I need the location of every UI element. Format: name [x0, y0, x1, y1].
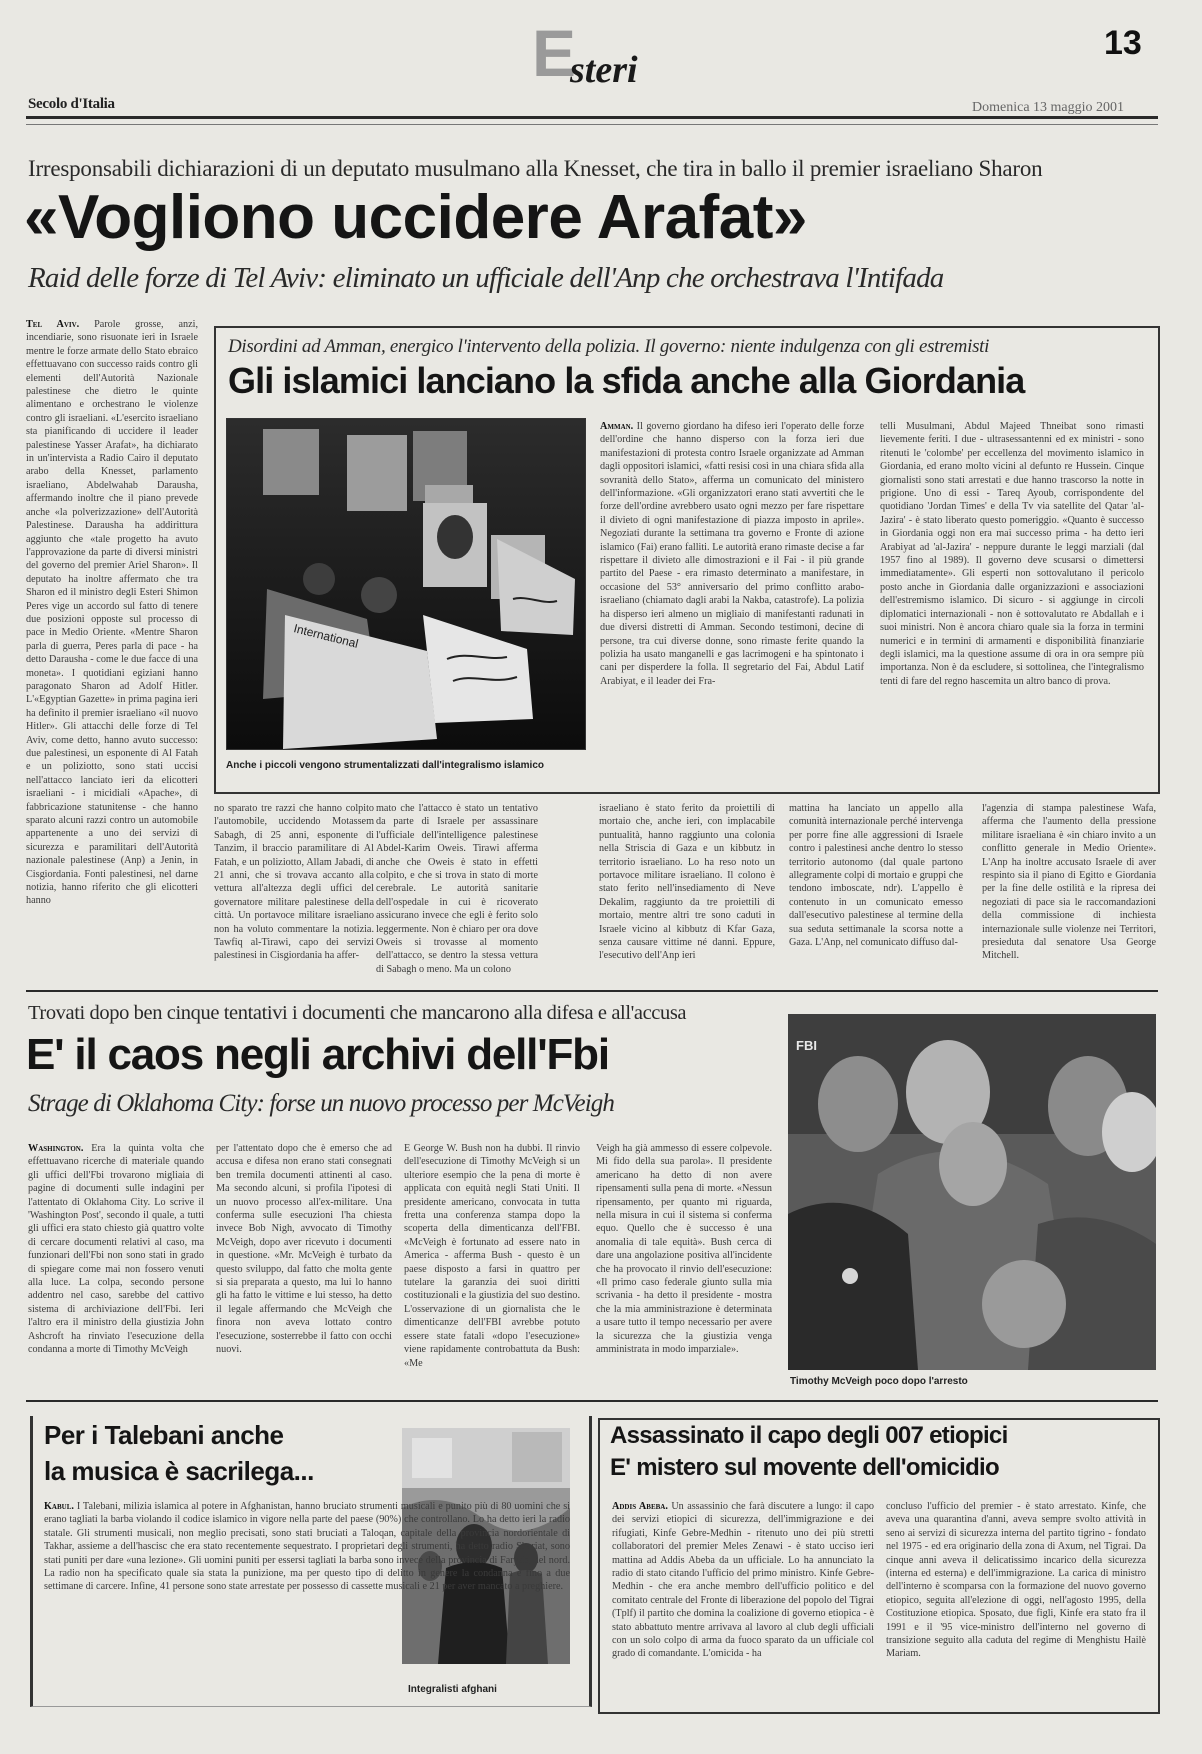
section-rest: steri — [570, 49, 638, 91]
ethiopia-column-1-text: Un assassinio che farà discutere a lungo: il capo dei servizi etiopici di sicurezza, dell'immigrazione e dei rifugiati, Kinfe Gebre-Medhin - ritenuto uno dei più stretti collaboratori del premier Meles Zenawi - è stato ucciso ieri mattina ad Addis Abeba da un ufficiale. Lo ha annunciato la radio di stato citando l'ufficio del primo ministro. Kinfe Gebre-Medhin - che era anche membro dell'ufficio politico e del comitato centrale del Fronte di liberazione del popolo del Tigrai (Tplf) il partito che domina la coalizione di governo etiopica - è stato abbattuto mentre arrivava al lavoro al club degli ufficiali con un solo colpo di arma da fuoco sparato da un ufficiale col grado di comandante. L'omicida - ha — [612, 1501, 874, 1660]
lead-headline: «Vogliono uccidere Arafat» — [24, 183, 807, 252]
ethiopia-headline-line-1: Assassinato il capo degli 007 etiopici — [610, 1422, 1008, 1449]
fbi-dateline: Washington. — [28, 1143, 84, 1154]
lead-left-text: Parole grosse, anzi, incendiarie, sono risuonate ieri in Israele mentre le forze armate dello Stato ebraico effettuavano con successo raids contro gli elementi dell'Autorità Nazionale palestinese che dietro le quinte alimentano e orchestrano le violenze contro gli israeliani. «L'esercito israeliano sta pianificando di uccidere il leader palestinese Yasser Arafat», ha dichiarato in un'intervista a Radio Cairo il deputato arabo della Knesset, parlamento israeliano, Abdelwahab Darausha, affermando inoltre che il piano prevede anche «la polverizzazione» dell'Autorità Palestinese. Darausha ha addirittura aggiunto che «tale progetto ha avuto l'approvazione da parte di diversi ministri del governo del premier Ariel Sharon». Il deputato ha inoltre affermato che tra Sharon ed il ministro degli Esteri Shimon Peres vige un accordo sul fatto di tenere due posizioni opposte sul processo di pace in Medio Oriente. «Mentre Sharon parla di guerra, Peres parla di pace - ha detto Darausha - come le due facce di una moneta». I quotidiani egiziani hanno paragonato Sharon ad Adolf Hitler. L'«Egyptian Gazette» in prima pagina ieri ha definito il premier israeliano «il nuovo Hitler». Gli attacchi delle forze di Tel Aviv, come detto, hanno avuto successo: due palestinesi, un esponente di Al Fatah e un poliziotto, sono stati uccisi nell'attacco lanciato ieri da elicotteri israeliani - i micidiali «Apache», di fabbricazione statunitense - che hanno sparato alcuni razzi contro un automobile appartenente a uno dei servizi di sicurezza e paramilitari dell'Autorità nazionale palestinese (Anp) a Jenin, in Cisgiordania. Fonti palestinesi, nel darne notizia, hanno riferito che gli elicotteri hanno — [26, 319, 198, 907]
section-initial: E — [532, 16, 577, 90]
taliban-body — [44, 1500, 570, 1700]
lead-subhead: Raid delle forze di Tel Aviv: eliminato un ufficiale dell'Anp che orchestrava l'Intifada — [28, 262, 944, 294]
fbi-headline: E' il caos negli archivi dell'Fbi — [26, 1030, 609, 1079]
fbi-subhead: Strage di Oklahoma City: forse un nuovo processo per McVeigh — [28, 1090, 614, 1117]
fbi-photo-caption: Timothy McVeigh poco dopo l'arresto — [790, 1376, 968, 1387]
ethiopia-column-1 — [612, 1500, 874, 1702]
jordan-photo-caption: Anche i piccoli vengono strumentalizzati dall'integralismo islamico — [226, 760, 545, 771]
taliban-headline-line-2: la musica è sacrilega... — [44, 1456, 314, 1486]
fbi-kicker: Trovati dopo ben cinque tentativi i documenti che mancarono alla difesa e all'accusa — [28, 1002, 687, 1024]
fbi-column-3: E George W. Bush non ha dubbi. Il rinvio dell'esecuzione di Timothy McVeigh si un ulteriore esempio che la pena di morte è applicata con equità negli Stati Uniti. Il presidente americano, convocata in tutta fretta una conferenza stampa dopo la scoperta della dimenticanza dell'FBI. «McVeigh è fortunato ad essere nato in America - afferma Bush - questo è un paese disposto a farsi in quattro per tutelare la garanzia dei suoi diritti costituzionali e la giustizia del suo destino. L'osservazione di un giornalista che le dimenticanze dell'FBI avrebbe potuto essere state fatali «dopo l'esecuzione» viene rapidamente controbattuta da Bush: «Me — [404, 1143, 580, 1369]
taliban-photo-caption: Integralisti afghani — [408, 1684, 497, 1695]
jordan-kicker: Disordini ad Amman, energico l'intervento della polizia. Il governo: niente indulgenza con gli estremisti — [228, 336, 990, 357]
lead-column-2: no sparato tre razzi che hanno colpito l'automobile, uccidendo Motassem Sabagh, di 25 anni, esponente di Tanzim, il braccio paramilitare di Al Fatah, e un poliziotto, Allam Jabadi, di 21 anni, che si trovava accanto alla vettura all'altezza degli uffici del governatore militare palestinese della città. Un portavoce militare israeliano non ha voluto commentare la notizia. Tawfiq al-Tirawi, capo dei servizi palestinesi in Cisgiordania ha affer- — [214, 803, 374, 962]
page-number: 13 — [1104, 24, 1142, 62]
newspaper-name: Secolo d'Italia — [28, 96, 115, 112]
section-divider-2 — [26, 1400, 1158, 1402]
jordan-column-2: telli Musulmani, Abdul Majeed Thneibat sono rimasti lievemente feriti. I due - ultrasessantenni ed ex ministri - sono ritenuti le 'colombe' per eccellenza del movimento islamico in Giordania, ed erano molto vicini al defunto re Hussein. Cinque giornalisti sono stati arrestati e due hanno trascorso la notte in prigione. Uno di essi - Tareq Ayoub, corrispondente del quotidiano 'Jordan Times' e della Tv via satellite del Qatar 'al-Jazira' - è stato liberato questo pomeriggio. «Quanto è successo in Giordania oggi non era mai successo prima - ha detto ieri Arabiyat ad 'al-Jazira' - neppure durante le leggi marziali (dal 1957 fino al 1989). Il governo deve scusarsi o dimettersi immediatamente». Gli esperti non sottovalutano il pericolo posto anche in Giordania dalle organizzazioni e associazioni dell'estremismo islamico. Di sicuro - si aggiunge in circoli diplomatici internazionali - non è sottovalutato re Abdallah e i suoi ministri. Non è ancora chiaro quale sia la forza in termini numerici e in termini di armamenti e disponibilità finanziarie degli islamici, ma la questione assume di ora in ora sempre più importanza. Non è da escludere, si sottolinea, che l'integralismo tenti di fare del regno hascemita un altro banco di prova. — [880, 421, 1144, 687]
arrest-photo-image — [788, 1014, 1156, 1370]
jordan-dateline: Amman. — [600, 421, 634, 432]
fbi-photo — [788, 1014, 1156, 1370]
lead-dateline: Tel Aviv. — [26, 319, 80, 330]
taliban-dateline: Kabul. — [44, 1501, 74, 1512]
issue-date: Domenica 13 maggio 2001 — [972, 100, 1125, 115]
section-divider-1 — [26, 990, 1158, 992]
section-title — [532, 18, 692, 98]
fbi-column-2: per l'attentato dopo che è emerso che ad accusa e difesa non erano stati consegnati ben tremila documenti attinenti al caso. Ma secondo alcuni, si profila l'ipotesi di un nuovo processo all'ex-militare. Una conferma sulle esecuzioni l'ha chiesta invece Bob Nigh, avvocato di Timothy McVeigh, dopo aver ricevuto i documenti in questione. «Mr. McVeigh è turbato da questo sviluppo, dal fatto che molta gente si sia preparata a questo, ma lui lo hanno gli ha fatto le vittime e lui stesso, ha detto il legale affermando che McVeigh che finora non aveva lottato contro l'esecuzione, sosterrebbe il fatto con occhi nuovi. — [216, 1143, 392, 1356]
lead-kicker: Irresponsabili dichiarazioni di un deputato musulmano alla Knesset, che tira in ballo il premier israeliano Sharon — [28, 156, 1043, 181]
lead-left-column — [26, 318, 198, 978]
ethiopia-headline-line-2: E' mistero sul movente dell'omicidio — [610, 1454, 999, 1481]
lead-column-6: l'agenzia di stampa palestinese Wafa, afferma che l'aumento della pressione militare israeliana è «in chiaro invito a un conflitto generale in Medio Oriente». L'Anp ha inoltre accusato Israele di aver respinto sia il piano di Egitto e Giordania per la fine delle ostilità e la ripresa dei negoziati di pace sia le raccomandazioni della commissione di inchiesta internazionale sulle violenze nei Territori, presieduta dal senatore Usa George Mitchell. — [982, 803, 1156, 962]
masthead-rule-thin — [26, 124, 1158, 125]
taliban-body-text: I Talebani, milizia islamica al potere in Afghanistan, hanno bruciato strumenti musicali e punito più di 80 uomini che si erano tagliati la barba violando il codice islamico in vigore nella parte del paese (90%) che controllano. Lo ha detto ieri la radio statale. Gli strumenti musicali, non meglio precisati, sono stati bruciati a Taloqan, capitale della provincia nordorientale di Takhar, assieme a dell'hascisc che era stato recentemente sequestrato. I proprietari degli strumenti, ha detto radio Shariat, sono stati puniti per dare «una lezione». Gli uomini puniti per essersi tagliati la barba sono invece della provincia di Faryab, nel nord. La radio non ha specificato quale sia stata la punizione, ma per questo tipo di delitto in genere la condanna è fino a due settimane di carcere. Infine, 41 persone sono state arrestate per possesso di cassette musicali e 21 per aver mancato a preghiere. — [44, 1501, 570, 1593]
fbi-column-4: Veigh ha già ammesso di essere colpevole. Mi fido della sua parola». Il presidente americano ha detto di non avere ripensamenti sulla pena di morte. «Nessun ripensamento, per quanto mi riguarda, nella misura in cui il sistema si conferma equo. Quello che è successo è una anomalia di tale equità». Bush cerca di dare una angolazione positiva all'incidente che ha provocato il rinvio dell'esecuzione: «Il primo caso federale giunto sulla mia scrivania - ha detto il presidente - mostra che la mia amministrazione è determinata a usare tutto il tempo necessario per avere la sicurezza che la giustizia venga amministrata in modo imparziale». — [596, 1143, 772, 1356]
masthead-rule — [26, 116, 1158, 119]
jordan-headline: Gli islamici lanciano la sfida anche alla Giordania — [228, 360, 1025, 401]
ethiopia-dateline: Addis Abeba. — [612, 1501, 668, 1512]
jordan-photo — [226, 418, 586, 750]
protest-photo-image — [227, 419, 585, 749]
fbi-column-1-text: Era la quinta volta che effettuavano ricerche di materiale quando gli uffici dell'Fbi trovarono migliaia di pagine di documenti sulle indagini per l'attentato di Oklahoma City. Lo scrive il 'Washington Post', secondo il quale, a tutti gli uffici era stato chiesto già quattro volte di cercare documenti relativi al caso, ma funzionari dell'Fbi non sono stati in grado di spiegare come mai non fossero venuti alla luce. La colpa, secondo persone addentro nel caso, sarebbe del cattivo sistema di archiviazione dell'Fbi. Ieri l'altro era il ministro della giustizia John Ashcroft ha rinviato l'esecuzione della condanna a morte di Timothy McVeigh — [28, 1143, 204, 1356]
jordan-column-1-text: Il governo giordano ha difeso ieri l'operato delle forze dell'ordine che hanno disperso con la forza ieri due manifestazioni di protesta contro Israele organizzate ad Amman dagli oppositori islamici, «fatti resisi così in una chiara sfida alla sovranità dello Stato», afferma un comunicato del ministero dell'informazione. «Gli organizzatori erano stati avvertiti che le forze dell'ordine avrebbero usato ogni mezzo per fare rispettare il divieto di ogni manifestazione di piazza imposto in aprile». Negoziati durante la settimana tra governo e Fronte di azione islamico (Fai) erano falliti. Le autorità erano rimaste decise a far rispettare il divieto alle dimostrazioni e il Fai - il più grande partito del Paese - era rimasto determinato a manifestare, in occasione del 53° anniversario del primo conflitto arabo-israeliano (chiamato dagli arabi la Nakba, catastrofe). La polizia ha disperso ieri almeno un migliaio di manifestanti radunati in due diversi distretti di Amman. Secondo testimoni, decine di persone, tra cui diverse donne, sono rimaste ferite quando la polizia ha usato manganelli e gas lacrimogeni e ha spintonato i cani per disperdere la folla. Il segretario del Fai, Abdul Latif Arabiyat, e il leader dei Fra- — [600, 421, 864, 687]
fbi-column-1 — [28, 1142, 204, 1392]
taliban-headline-line-1: Per i Talebani anche — [44, 1420, 284, 1450]
lead-column-5: mattina ha lanciato un appello alla comunità internazionale perché intervenga per porre fine alle aggressioni di Israele contro i palestinesi anche dentro lo stesso territorio autonomo (dal quale partono allegramente colpi di mortaio e gruppi che tendono imboscate, ndr). L'appello è contenuto in un comunicato emesso dall'esecutivo palestinese al termine della sua seduta settimanale la scorsa notte a Gaza. L'Anp, nel comunicato diffuso dal- — [789, 803, 963, 949]
jordan-column-1 — [600, 420, 864, 782]
lead-column-3: mato che l'attacco è stato un tentativo da parte di Israele per assassinare l'ufficiale dell'intelligence palestinese Abdel-Karim Oweis. Tirawi afferma anche che Oweis è stato in effetti colpito, e che si trova in stato di morte cerebrale. Le autorità sanitarie dell'ospedale in cui è ricoverato assicurano invece che egli è ferito solo leggermente. Non è chiaro per ora dove Oweis si trovasse al momento dell'attacco, se dentro la stessa vettura di Sabagh o meno. Ma un colono — [376, 803, 538, 975]
lead-column-4: israeliano è stato ferito da proiettili di mortaio che, anche ieri, con implacabile puntualità, hanno raggiunto una colonia nella Striscia di Gaza e un kibbutz in territorio israeliano. Lo ha reso noto un portavoce militare israeliano. Il colono è stato ferito nell'insediamento di Neve Dekalim, raggiunto da tre proiettili di mortaio, mentre altri tre sono caduti in Israele vicino al kibbutz di Kfar Gaza, senza causare vittime né danni. Eppure, l'esecutivo dell'Anp ieri — [599, 803, 775, 962]
protest-sign-text: International — [292, 621, 360, 651]
ethiopia-column-2: concluso l'ufficio del premier - è stato arrestato. Kinfe, che aveva una quarantina d'anni, aveva sempre svolto attività in seno ai servizi di sicurezza interna del partito tigrino - fondato nel 1975 - ed era originario della zona di Axum, nel Tigrai. Da cinque anni aveva il delicatissimo incarico della sicurezza (interna ed esterna) e dell'immigrazione. La carica di ministro dell'interno è scomparsa con la formazione del nuovo governo etiopico, seguita all'elezione di oggi, nell'agosto 1995, della Costituzione etiopica. Sposato, due figli, Kinfe era stato fra il 1991 e il '95 vice-ministro dell'interno nel governo di transizione seguito alla caduta del regime di Menghistu Hailè Mariam. — [886, 1501, 1146, 1660]
fbi-badge-text: FBI — [796, 1038, 817, 1053]
